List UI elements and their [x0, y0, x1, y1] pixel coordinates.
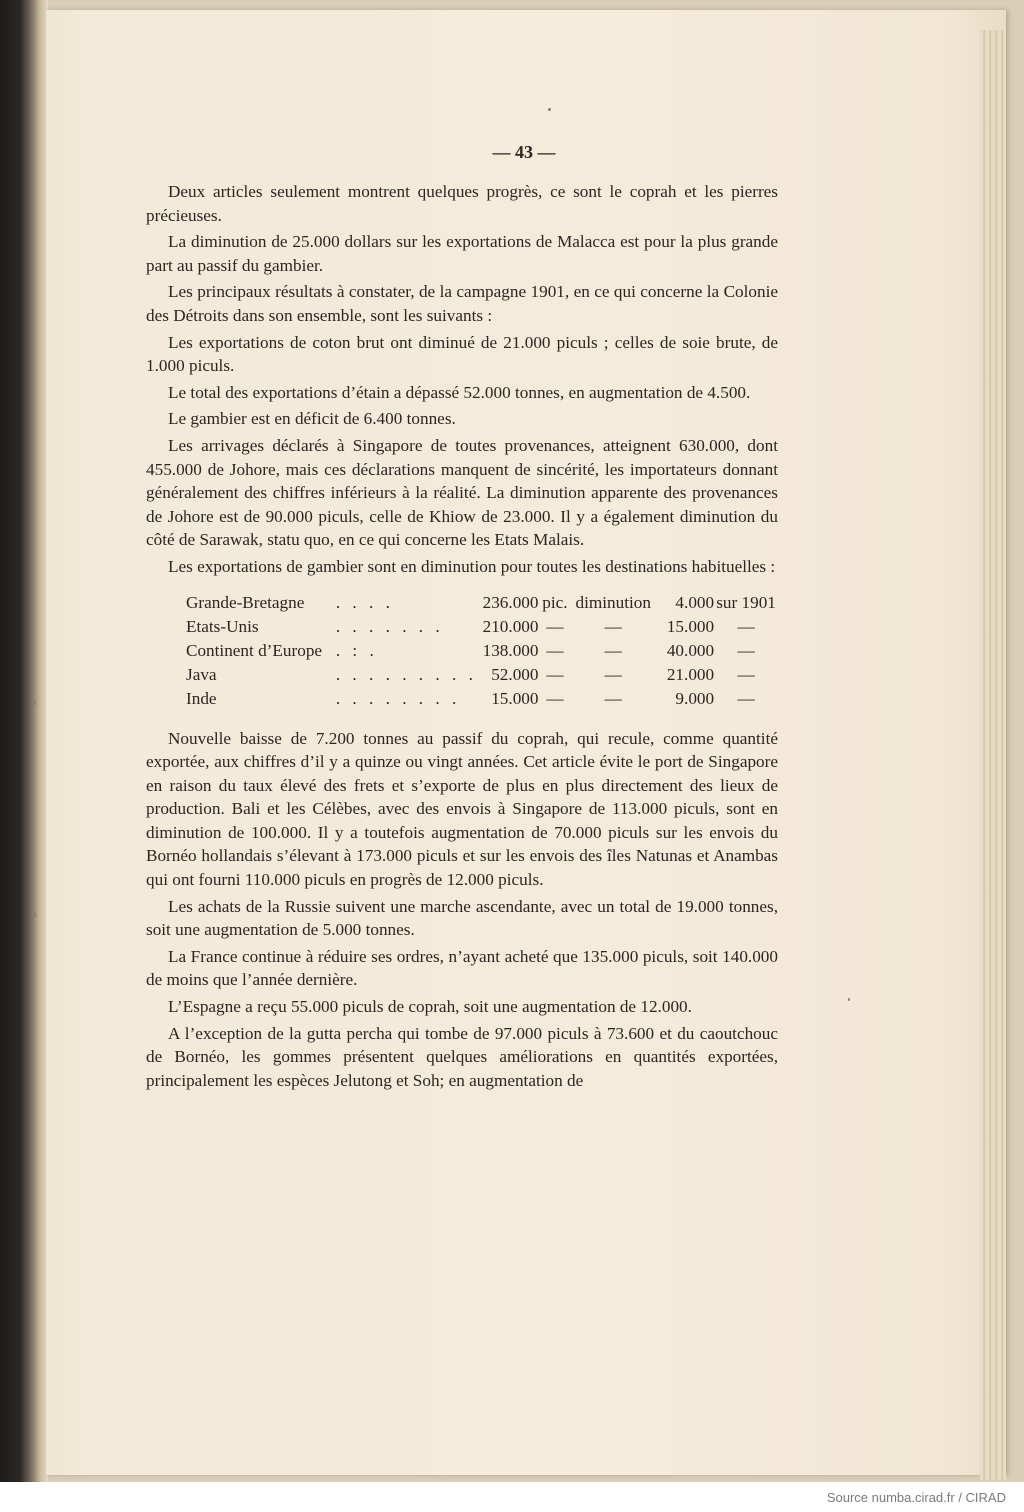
reference-cell: sur 1901 — [716, 592, 776, 612]
quantity-cell: 210.000 — [482, 616, 539, 636]
change-cell: 15.000 — [666, 616, 715, 636]
table-row — [186, 687, 778, 711]
paper-speck — [33, 912, 36, 918]
paragraph: A l’exception de la gutta percha qui tombe de 97.000 piculs à 73.600 et du caoutchouc de Bornéo, les gommes présentent quelques améliorations en quantités exportées, principalement les espèces Jelutong et Soh; en augmentation de — [146, 1023, 778, 1090]
paragraph: Les achats de la Russie suivent une marche ascendante, avec un total de 19.000 tonnes, soit une augmentation de 5.000 tonnes. — [146, 896, 778, 940]
change-cell: 9.000 — [675, 688, 715, 708]
gambier-exports-table — [186, 591, 778, 711]
unit-cell: — — [546, 688, 564, 708]
paragraph: Le total des exportations d’étain a dépassé 52.000 tonnes, en augmentation de 4.500. — [168, 382, 751, 402]
page-body — [146, 180, 778, 1095]
quantity-cell: 52.000 — [491, 664, 539, 684]
paper-speck — [548, 108, 551, 111]
destination-cell: Grande-Bretagne — [186, 592, 305, 612]
paragraph: Le gambier est en déficit de 6.400 tonnes. — [168, 409, 456, 429]
quantity-cell: 138.000 — [482, 640, 539, 660]
change-cell: 21.000 — [666, 664, 715, 684]
trend-cell: — — [604, 664, 622, 684]
quantity-cell: 236.000 — [482, 592, 539, 612]
paragraph: Les principaux résultats à constater, de la campagne 1901, en ce qui concerne la Colonie des Détroits dans son ensemble, sont les suivants : — [146, 282, 778, 325]
reference-cell: — — [737, 640, 755, 660]
trend-cell: diminution — [575, 592, 651, 612]
destination-cell: Etats-Unis — [186, 616, 259, 636]
paragraph: Les exportations de gambier sont en diminution pour toutes les destinations habituelles : — [168, 556, 776, 576]
leader-dots: . . . . . . . . — [335, 688, 461, 708]
paragraph: Les exportations de coton brut ont diminué de 21.000 piculs ; celles de soie brute, de 1.000 piculs. — [146, 332, 778, 376]
trend-cell: — — [604, 616, 622, 636]
unit-cell: — — [546, 640, 564, 660]
unit-cell: — — [546, 616, 564, 636]
table-row — [186, 663, 778, 687]
table-row — [186, 639, 778, 663]
leader-dots: . : . — [335, 640, 378, 660]
reference-cell: — — [737, 664, 755, 684]
paragraph: La France continue à réduire ses ordres, n’ayant acheté que 135.000 piculs, soit 140.000 de moins que l’année dernière. — [146, 946, 778, 990]
paragraph: Deux articles seulement montrent quelques progrès, ce sont le coprah et les pierres précieuses. — [146, 182, 778, 225]
destination-cell: Java — [186, 664, 217, 684]
leader-dots: . . . . . . . — [335, 616, 444, 636]
destination-cell: Continent d’Europe — [186, 640, 323, 660]
quantity-cell: 15.000 — [491, 688, 539, 708]
destination-cell: Inde — [186, 688, 217, 708]
page-stack-edges — [980, 30, 1006, 1480]
left-page-edge — [0, 0, 48, 1482]
reference-cell: — — [737, 616, 755, 636]
source-credit: Source numba.cirad.fr / CIRAD — [826, 1490, 1006, 1505]
leader-dots: . . . . — [335, 592, 394, 612]
trend-cell: — — [604, 688, 622, 708]
unit-cell: pic. — [542, 592, 568, 612]
page-number: — 43 — — [492, 142, 556, 162]
paragraph: Nouvelle baisse de 7.200 tonnes au passif du coprah, qui recule, comme quantité exportée, aux chiffres d’il y a quinze ou vingt années. Cet article évite le port de Singapore en raison du taux élevé des frets et s’exporte de plus en plus directement des lieux de production. Bali et les Célèbes, avec des envois à Singapore de 113.000 piculs, sont en diminution de 100.000. Il y a toutefois augmentation de 70.000 piculs sur les envois du Bornéo hollandais s’élevant à 173.000 piculs et sur les envois des îles Natunas et Anambas qui ont fourni 110.000 piculs en progrès de 12.000 piculs. — [146, 728, 778, 890]
table-row — [186, 615, 778, 639]
leader-dots: . . . . . . . . . — [335, 664, 477, 684]
trend-cell: — — [604, 640, 622, 660]
paragraph: L’Espagne a reçu 55.000 piculs de coprah, soit une augmentation de 12.000. — [168, 997, 692, 1017]
change-cell: 40.000 — [666, 640, 715, 660]
change-cell: 4.000 — [675, 592, 715, 612]
paper-speck — [33, 700, 36, 706]
paper-speck — [848, 998, 850, 1001]
paragraph: La diminution de 25.000 dollars sur les exportations de Malacca est pour la plus grande part au passif du gambier. — [146, 232, 778, 275]
paragraph: Les arrivages déclarés à Singapore de toutes provenances, atteignent 630.000, dont 455.000 de Johore, mais ces déclarations manquent de sincérité, les importateurs donnant généralement des chiffres inférieurs à la réalité. La diminution apparente des provenances de Johore est de 90.000 piculs, celle de Khiow de 23.000. Il y a également diminution du côté de Sarawak, statu quo, en ce qui concerne les Etats Malais. — [146, 435, 778, 550]
reference-cell: — — [737, 688, 755, 708]
unit-cell: — — [546, 664, 564, 684]
table-row — [186, 591, 778, 615]
